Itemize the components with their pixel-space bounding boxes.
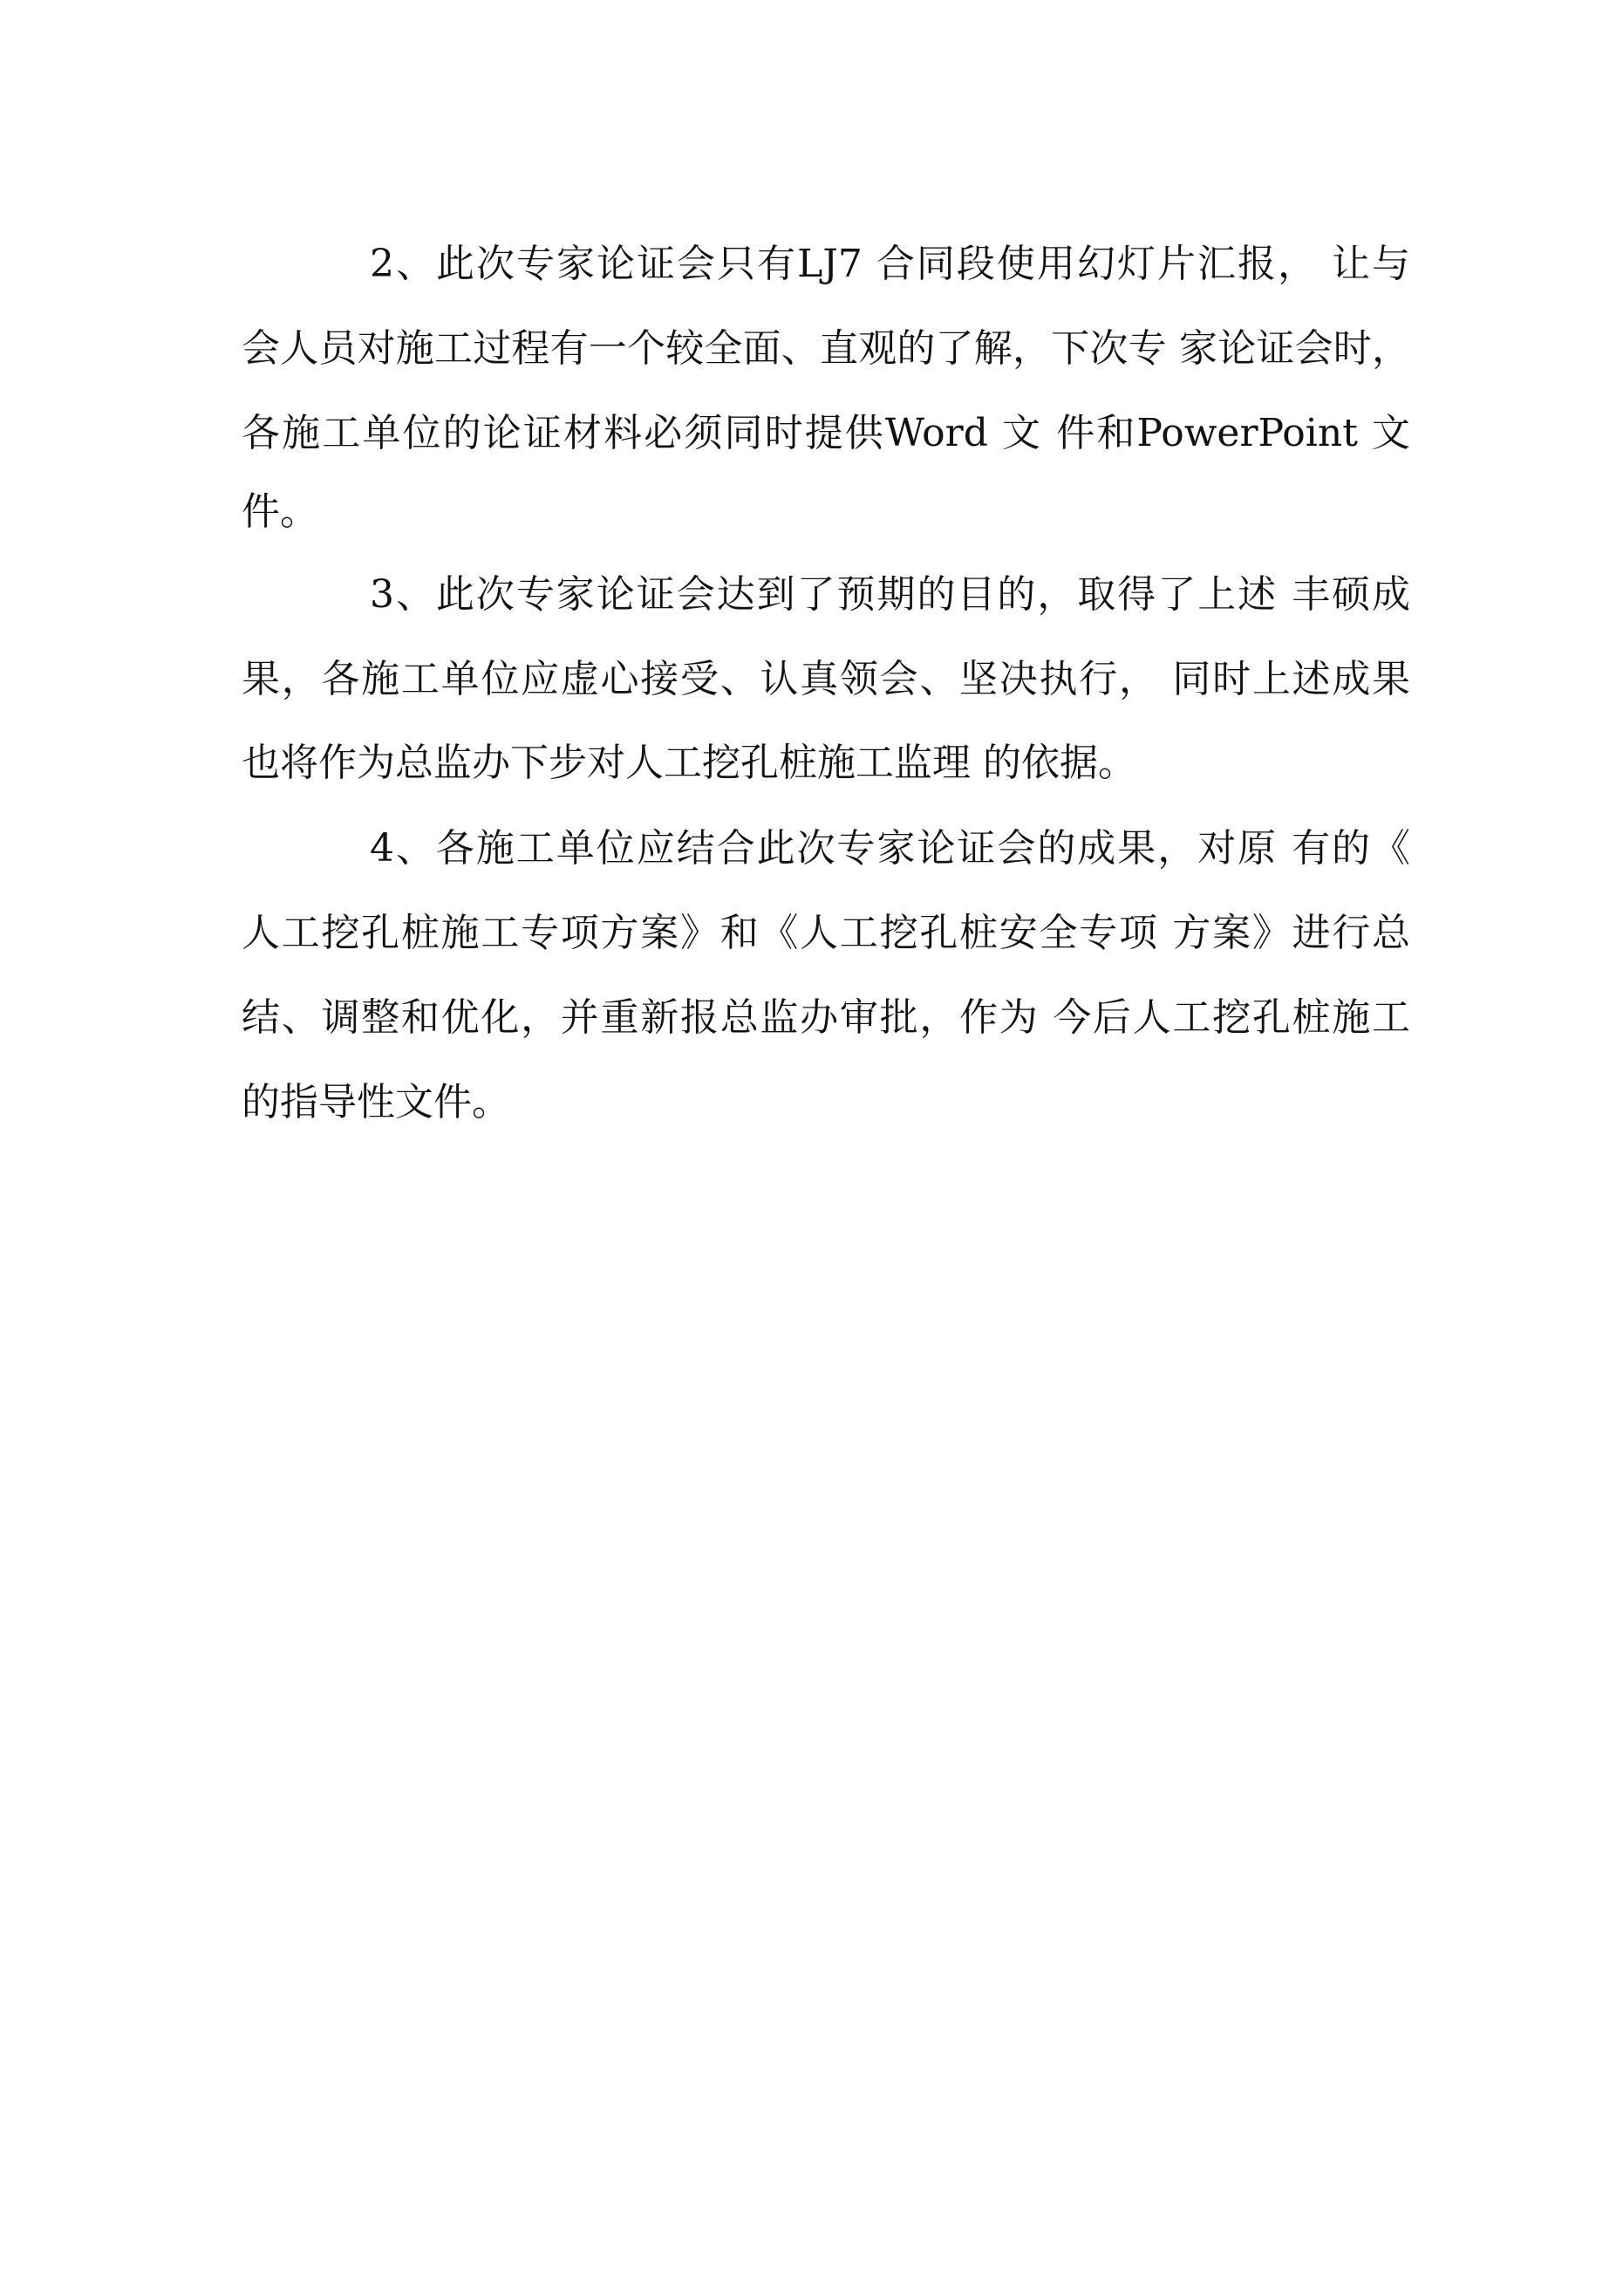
text-line: 件。 bbox=[242, 489, 318, 534]
text-line: 的指导性文件。 bbox=[242, 1080, 510, 1124]
text-line: 果，各施工单位应虚心接受、认真领会、坚决执行， 同时上述成果 bbox=[242, 657, 1410, 701]
text-line: 各施工单位的论证材料必须同时提供Word 文 件和PowerPoint 文 bbox=[242, 411, 1410, 455]
text-line: 人工挖孔桩施工专项方案》和《人工挖孔桩安全专项 方案》进行总 bbox=[242, 911, 1410, 955]
text-line: 结、调整和优化，并重新报总监办审批，作为 今后人工挖孔桩施工 bbox=[242, 995, 1410, 1040]
text-line: 也将作为总监办下步对人工挖孔桩施工监理 的依据。 bbox=[242, 741, 1136, 785]
text-line: 2、此次专家论证会只有LJ7 合同段使用幻灯片汇报， 让与 bbox=[370, 242, 1410, 286]
text-line: 4、各施工单位应结合此次专家论证会的成果，对原 有的《 bbox=[370, 826, 1410, 871]
text-line: 3、此次专家论证会达到了预期的目的，取得了上述 丰硕成 bbox=[370, 572, 1410, 617]
text-line: 会人员对施工过程有一个较全面、直观的了解，下次专 家论证会时， bbox=[242, 326, 1410, 371]
